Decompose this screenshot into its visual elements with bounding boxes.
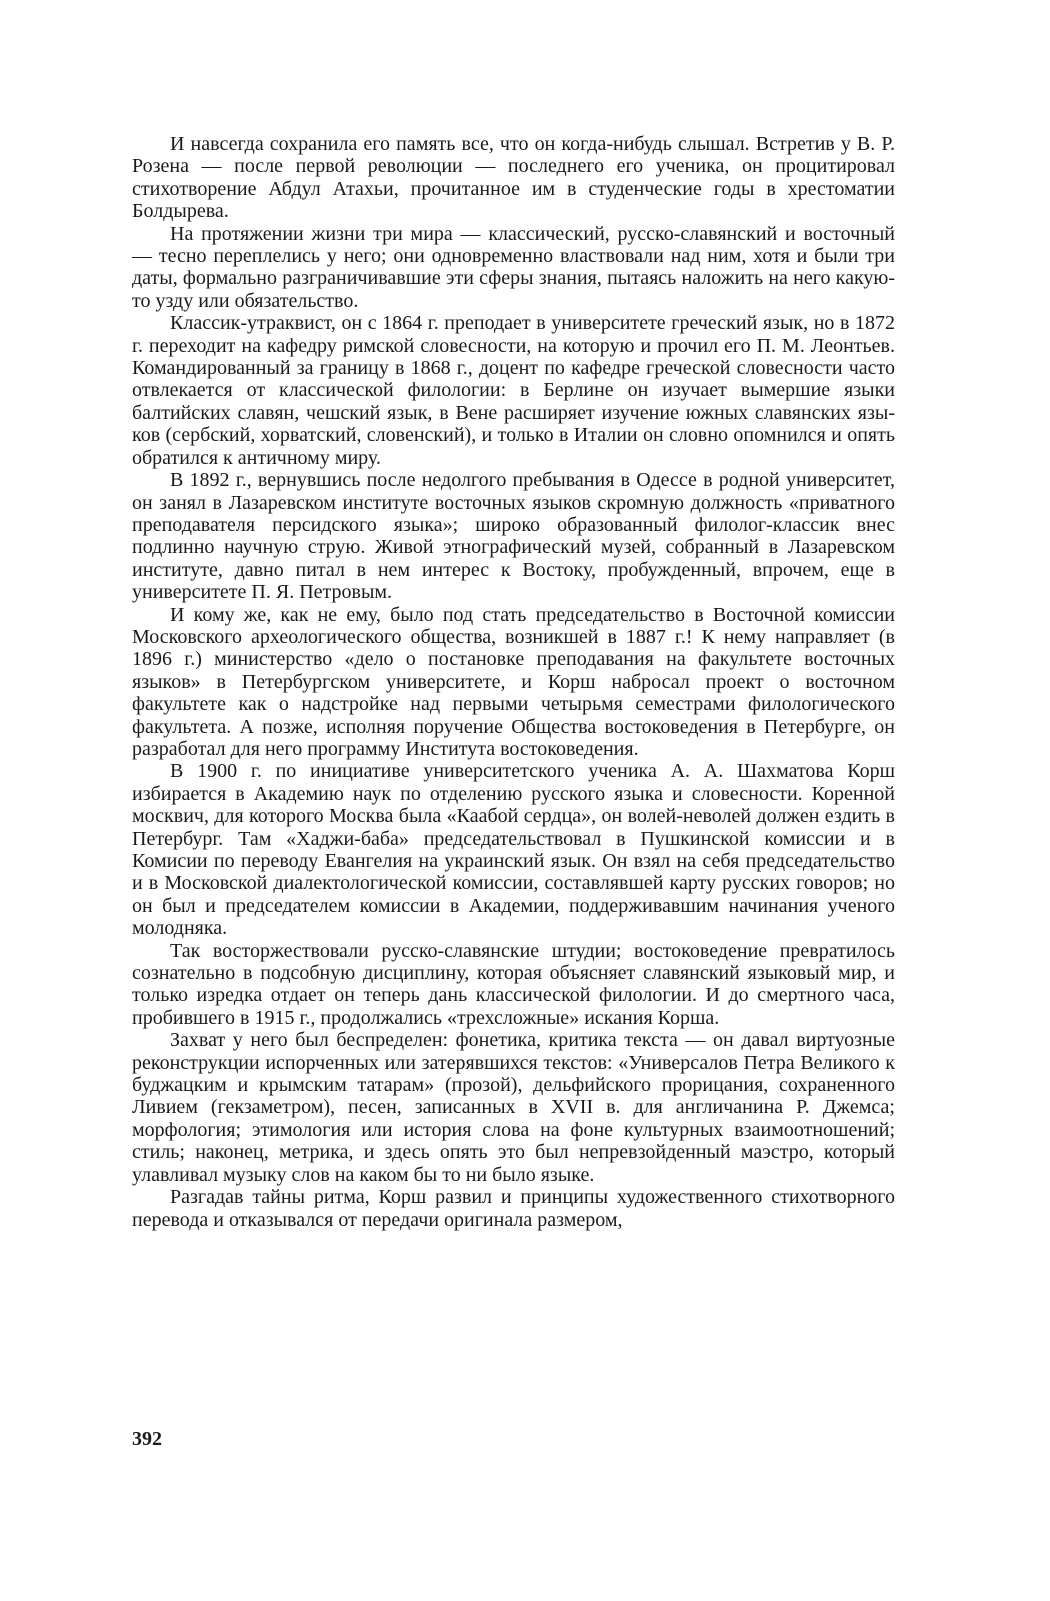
paragraph-4: В 1892 г., вернувшись после недолгого пребывания в Одессе в родной университет, он занял в Лазаревском институте восточных языков скромную должность «приватного преподавателя персидского языка»; широко образованный филолог-классик внес подлинно научную струю. Живой этнографический музей, собранный в Лазаревском институте, давно питал в нем интерес к Востоку, пробужденный, впрочем, еще в университете П. Я. Петровым.	[132, 469, 895, 604]
page-number: 392	[132, 1428, 162, 1450]
paragraph-3: Классик-утраквист, он с 1864 г. преподает в университете греческий язык, но в 1872 г. переходит на кафедру римской словесности, на которую и прочил его П. М. Леонтьев. Командированный за границу в 1868 г., доцент по кафедре греческой словесности часто отвлекается от классической филологии: в Берлине он изучает вымершие языки балтийских славян, чешский язык, в Вене расширяет изучение южных славянских языков (сербский, хорватский, словенский), и только в Италии он словно опомнился и опять обратился к античному миру.	[132, 312, 895, 469]
page-body	[132, 133, 895, 1231]
paragraph-2: На протяжении жизни три мира — классический, русско-славянский и восточный — тесно переплелись у него; они одновременно властвовали над ним, хотя и были три даты, формально разграничивавшие эти сферы знания, пытаясь наложить на него какую-то узду или обязательство.	[132, 222, 895, 312]
paragraph-8: Захват у него был беспределен: фонетика, критика текста — он давал виртуозные реконструкции испорченных или затерявшихся текстов: «Универсалов Петра Великого к буджацким и крымским татарам» (прозой), дельфийского прорицания, сохраненного Ливием (гекзаметром), песен, записанных в XVII в. для англичанина Р. Джемса; морфология; этимология или история слова на фоне культурных взаимоотношений; стиль; наконец, метрика, и здесь опять это был непревзойденный маэстро, который улавливал музыку слов на каком бы то ни было языке.	[132, 1029, 895, 1186]
paragraph-6: В 1900 г. по инициативе университетского ученика А. А. Шахматова Корш избирается в Академию наук по отделению русского языка и словесности. Коренной москвич, для которого Москва была «Каабой сердца», он волей-неволей должен ездить в Петербург. Там «Хаджи-баба» председательствовал в Пушкинской комиссии и в Комисии по переводу Евангелия на украинский язык. Он взял на себя председательство и в Московской диалектологической комиссии, составлявшей карту русских говоров; но он был и председателем комиссии в Академии, поддерживавшим начинания ученого молодняка.	[132, 760, 895, 940]
paragraph-5: И кому же, как не ему, было под стать председательство в Восточной комиссии Московского археологического общества, возникшей в 1887 г.! К нему направляет (в 1896 г.) министерство «дело о постановке преподавания на факультете восточных языков» в Петербургском университете, и Корш набросал проект о восточном факультете как о надстройке над первыми четырьмя семестрами филологического факультета. А позже, исполняя поручение Общества востоковедения в Петербурге, он разработал для него программу Института востоковедения.	[132, 603, 895, 760]
paragraph-7: Так восторжествовали русско-славянские штудии; востоковедение превратилось сознательно в подсобную дисциплину, которая объясняет славянский языковый мир, и только изредка отдает он теперь дань классической филологии. И до смертного часа, пробившего в 1915 г., продолжались «трехсложные» искания Корша.	[132, 939, 895, 1029]
paragraph-1: И навсегда сохранила его память все, что он когда-нибудь слышал. Встретив у В. Р. Розена — после первой революции — последнего его ученика, он процитировал стихотворение Абдул Атахьи, прочитанное им в студенческие годы в хрестоматии Болдырева.	[132, 133, 895, 223]
paragraph-9: Разгадав тайны ритма, Корш развил и принципы художественного стихотворного перевода и отказывался от передачи оригинала размером,	[132, 1186, 895, 1231]
